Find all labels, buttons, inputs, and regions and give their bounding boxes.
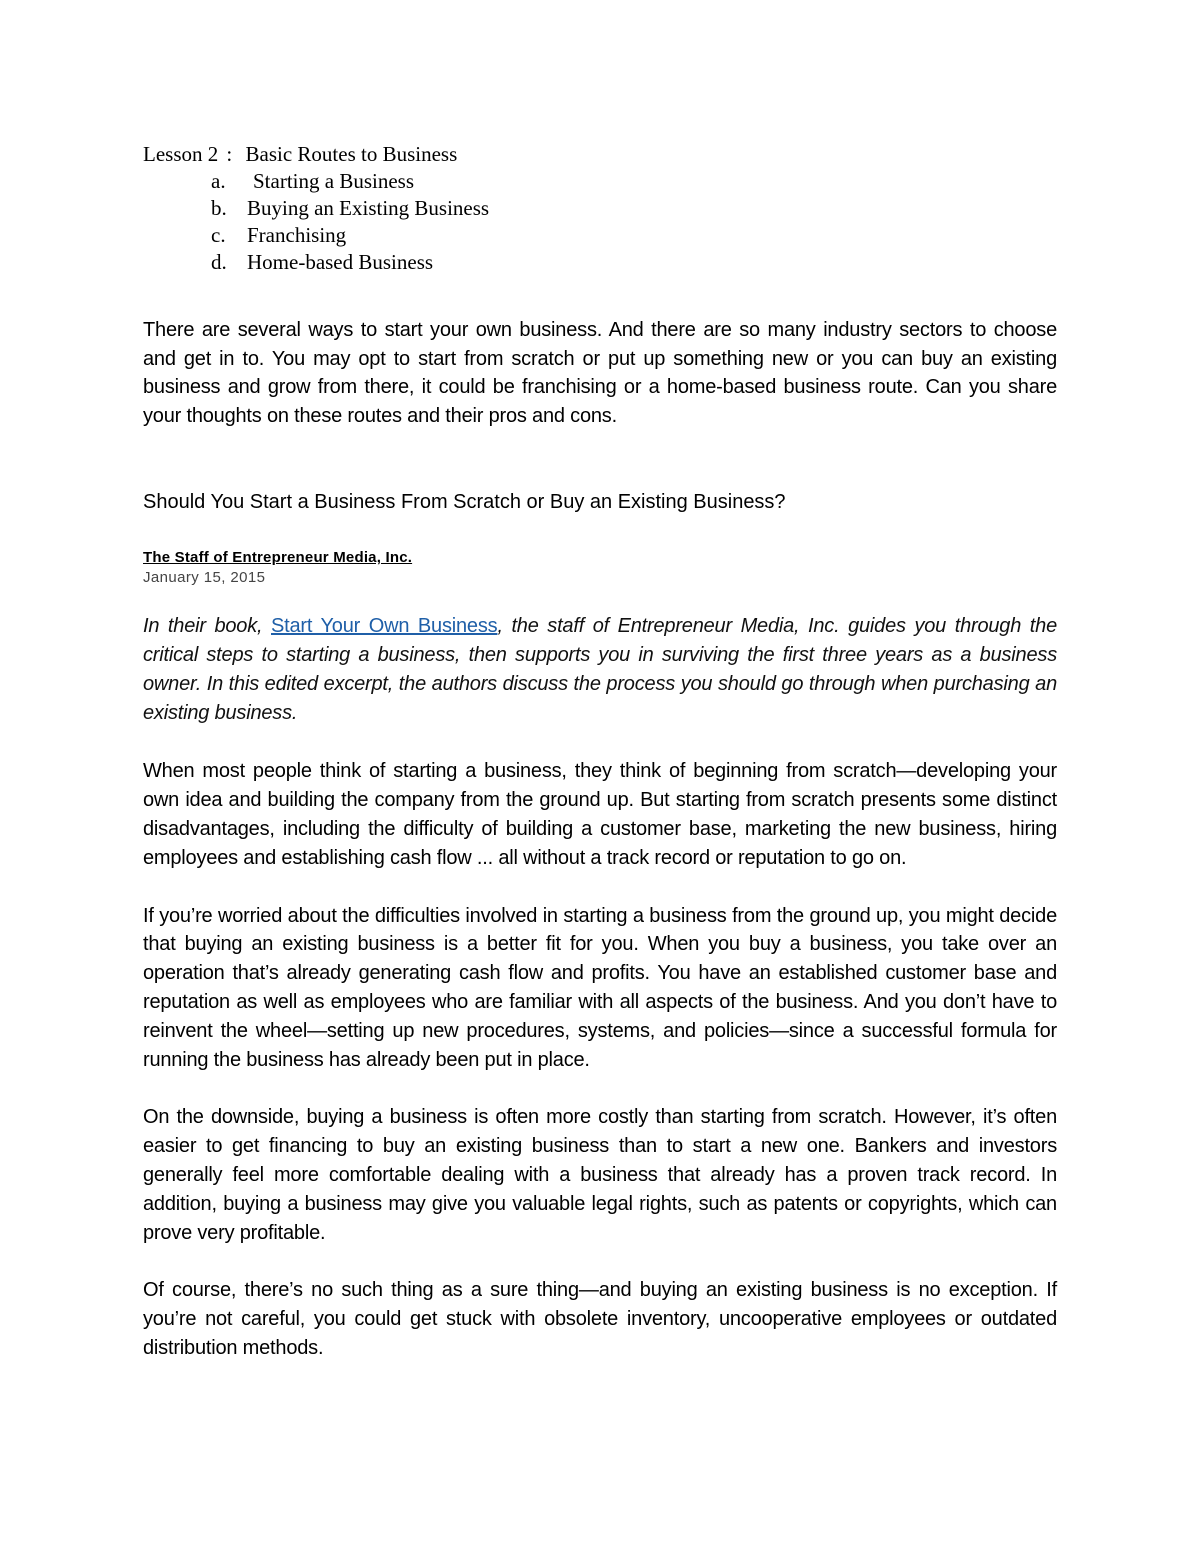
article-byline-link[interactable]: The Staff of Entrepreneur Media, Inc. — [143, 549, 413, 567]
article-paragraph: When most people think of starting a business, they think of beginning from scratch—developing your own idea and building the company from the ground up. But starting from scratch presents some distinct disadvantages, including the difficulty of building a customer base, marketing the new business, hiring employees and establishing cash flow ... all without a track record or reputation to go on. — [143, 760, 1057, 869]
excerpt-text-after: , the staff of Entrepreneur Media, Inc. guides you through the critical steps to starting a business, then supports you in surviving the first three years as a business owner. In this edited excerpt, the authors discuss the process you should go through when purchasing an existing business. — [143, 615, 1057, 725]
list-marker: d. — [211, 250, 227, 274]
excerpt-text-before: In their book, — [143, 615, 271, 638]
lesson-title-text: Basic Routes to Business — [245, 142, 458, 166]
list-marker: b. — [211, 196, 227, 220]
lesson-number: Lesson 2 — [143, 142, 219, 166]
article-paragraph: On the downside, buying a business is often more costly than starting from scratch. However, it’s often easier to get financing to buy an existing business than to start a new one. Bankers and investors generally feel more comfortable dealing with a business that already has a proven track record. In addition, buying a business may give you valuable legal rights, such as patents or copyrights, which can prove very profitable. — [143, 1106, 1057, 1244]
list-item-text: Buying an Existing Business — [247, 196, 490, 220]
lesson-title — [143, 141, 1057, 168]
routes-list — [143, 168, 1057, 276]
article-date: January 15, 2015 — [143, 569, 266, 587]
list-item — [143, 222, 1057, 249]
article-paragraph: If you’re worried about the difficulties involved in starting a business from the ground up, you might decide that buying an existing business is a better fit for you. When you buy a business, you take over an operation that’s already generating cash flow and profits. You have an established customer base and reputation as well as employees who are familiar with all aspects of the business. And you don’t have to reinvent the wheel—setting up new procedures, systems, and policies—since a successful formula for running the business has already been put in place. — [143, 904, 1057, 1071]
list-marker: c. — [211, 223, 226, 247]
list-item — [143, 249, 1057, 276]
list-item-text: Starting a Business — [253, 169, 414, 193]
list-item-text: Home-based Business — [247, 250, 434, 274]
book-link[interactable]: Start Your Own Business — [271, 615, 498, 638]
list-item-text: Franchising — [247, 223, 347, 247]
lesson-separator: : — [226, 142, 233, 166]
list-item — [143, 168, 1057, 195]
intro-paragraph: There are several ways to start your own business. And there are so many industry sectors to choose and get in to. You may opt to start from scratch or put up something new or you can buy an existing business and grow from there, it could be franchising or a home-based business route. Can you share your thoughts on these routes and their pros and cons. — [143, 319, 1057, 427]
article-excerpt — [143, 612, 1057, 728]
list-marker: a. — [211, 169, 226, 193]
article-paragraph: Of course, there’s no such thing as a sure thing—and buying an existing business is no exception. If you’re not careful, you could get stuck with obsolete inventory, uncooperative employees or outdated distribution methods. — [143, 1279, 1057, 1359]
list-item — [143, 195, 1057, 222]
article-headline: Should You Start a Business From Scratch or Buy an Existing Business? — [143, 491, 786, 514]
page-content — [143, 141, 1057, 1363]
